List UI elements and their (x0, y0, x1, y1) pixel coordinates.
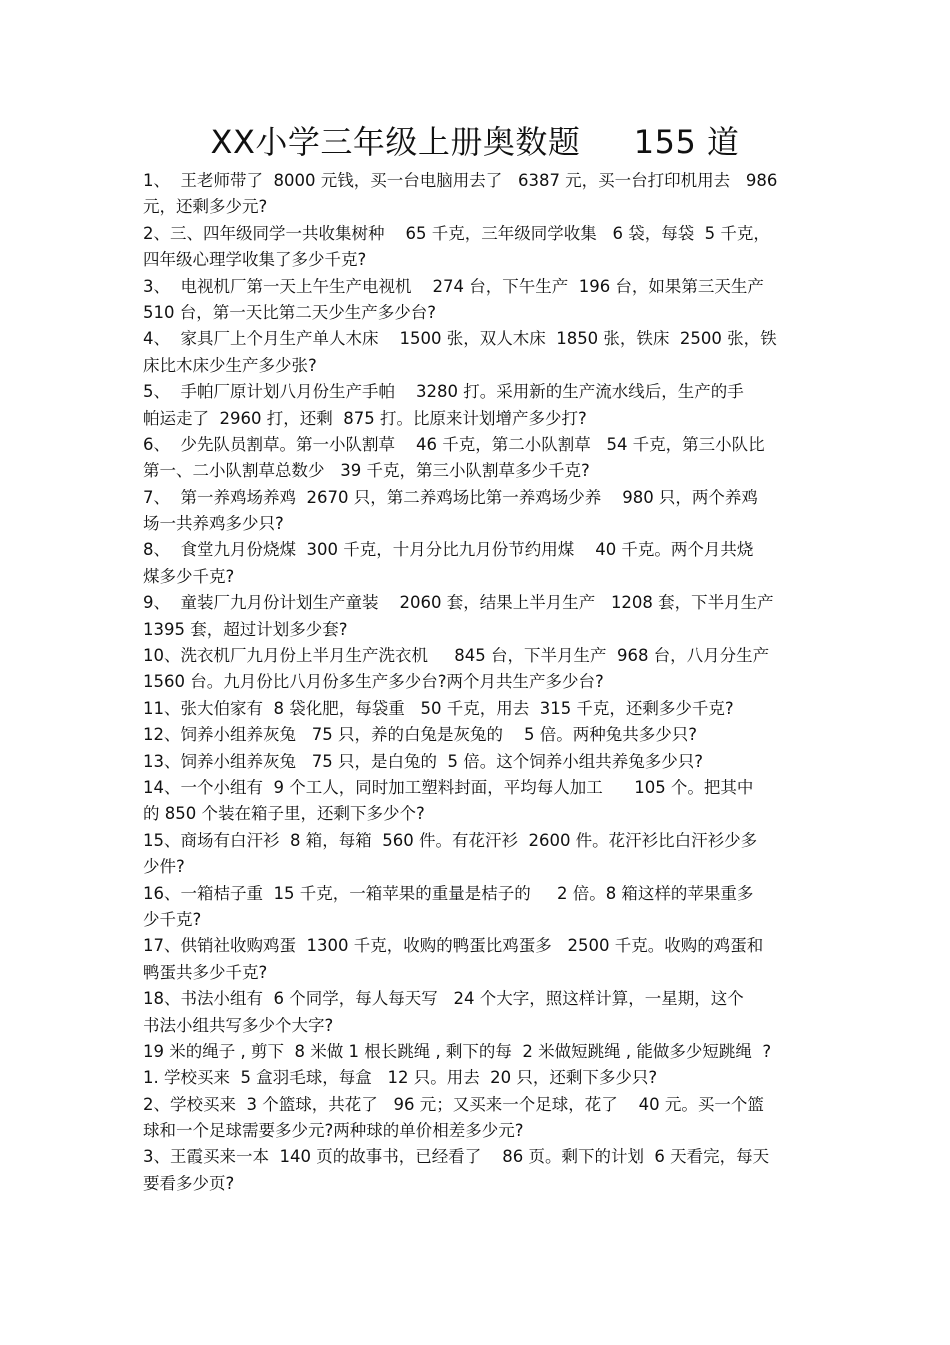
text-line: 15、商场有白汗衫 8 箱，每箱 560 件。有花汗衫 2600 件。花汗衫比白汗衫少多 (143, 830, 758, 850)
text-line: 13、饲养小组养灰兔 75 只，是白兔的 5 倍。这个饲养小组共养兔多少只? (143, 751, 703, 771)
text-line: 12、饲养小组养灰兔 75 只，养的白兔是灰兔的 5 倍。两种兔共多少只? (143, 725, 697, 745)
text-line: 10、洗衣机厂九月份上半月生产洗衣机 845 台，下半月生产 968 台，八月分生产 (143, 646, 770, 666)
text-line: 第一、二小队割草总数少 39 千克，第三小队割草多少千克? (143, 461, 590, 481)
text-line: 煤多少千克? (143, 566, 235, 586)
text-line: 场一共养鸡多少只? (143, 514, 284, 534)
text-line: 9、 童装厂九月份计划生产童装 2060 套，结果上半月生产 1208 套，下半月生产 (143, 593, 774, 613)
text-line: 2、三、四年级同学一共收集树种 65 千克，三年级同学收集 6 袋，每袋 5 千克， (143, 223, 770, 243)
text-line: 17、供销社收购鸡蛋 1300 千克，收购的鸭蛋比鸡蛋多 2500 千克。收购的鸡蛋和 (143, 936, 764, 956)
text-line: 14、一个小组有 9 个工人，同时加工塑料封面，平均每人加工 105 个。把其中 (143, 777, 754, 797)
text-line: 2、学校买来 3 个篮球，共花了 96 元；又买来一个足球，花了 40 元。买一个篮 (143, 1094, 764, 1114)
text-line: 的 850 个装在箱子里，还剩下多少个? (143, 804, 425, 824)
text-line: 1395 套，超过计划多少套? (143, 619, 348, 639)
text-line: 16、一箱桔子重 15 千克，一箱苹果的重量是桔子的 2 倍。8 箱这样的苹果重多 (143, 883, 754, 903)
text-line: 帕运走了 2960 打，还剩 875 打。比原来计划增产多少打? (143, 408, 587, 428)
problem-list (143, 168, 808, 1197)
text-line: 少件? (143, 857, 185, 877)
text-line: 要看多少页? (143, 1173, 235, 1193)
text-line: 7、 第一养鸡场养鸡 2670 只，第二养鸡场比第一养鸡场少养 980 只，两个养鸡 (143, 487, 758, 507)
text-line: 1、 王老师带了 8000 元钱，买一台电脑用去了 6387 元，买一台打印机用去 986 (143, 171, 778, 190)
text-line: 11、张大伯家有 8 袋化肥，每袋重 50 千克，用去 315 千克，还剩多少千克? (143, 698, 734, 718)
text-line: 3、 电视机厂第一天上午生产电视机 274 台，下午生产 196 台，如果第三天生产 (143, 276, 764, 296)
text-line: 少千克? (143, 909, 202, 929)
text-line: 5、 手帕厂原计划八月份生产手帕 3280 打。采用新的生产流水线后，生产的手 (143, 382, 744, 402)
text-line: 书法小组共写多少个大字? (143, 1015, 334, 1035)
text-line: 鸭蛋共多少千克? (143, 962, 268, 982)
text-line: 四年级心理学收集了多少千克? (143, 250, 367, 270)
text-line: 4、 家具厂上个月生产单人木床 1500 张，双人木床 1850 张，铁床 2500 张，铁 (143, 329, 777, 349)
text-line: 球和一个足球需要多少元?两种球的单价相差多少元? (143, 1121, 524, 1141)
text-line: 510 台，第一天比第二天少生产多少台? (143, 302, 436, 322)
text-line: 6、 少先队员割草。第一小队割草 46 千克，第二小队割草 54 千克，第三小队比 (143, 434, 765, 454)
text-line: 8、 食堂九月份烧煤 300 千克，十月分比九月份节约用煤 40 千克。两个月共烧 (143, 540, 754, 560)
text-line: 1. 学校买来 5 盒羽毛球，每盒 12 只。用去 20 只，还剩下多少只? (143, 1068, 658, 1088)
text-line: 3、王霞买来一本 140 页的故事书，已经看了 86 页。剩下的计划 6 天看完，每天 (143, 1147, 770, 1167)
text-line: 床比木床少生产多少张? (143, 355, 317, 375)
page-title: XX小学三年级上册奥数题 155 道 (210, 123, 740, 161)
text-line: 19 米的绳子 , 剪下 8 米做 1 根长跳绳 , 剩下的每 2 米做短跳绳 , 能做多少短跳绳 ? (143, 1041, 772, 1061)
text-line: 元，还剩多少元? (143, 197, 268, 217)
text-line: 18、书法小组有 6 个同学，每人每天写 24 个大字，照这样计算，一星期，这个 (143, 989, 744, 1009)
text-line: 1560 台。九月份比八月份多生产多少台?两个月共生产多少台? (143, 672, 604, 692)
